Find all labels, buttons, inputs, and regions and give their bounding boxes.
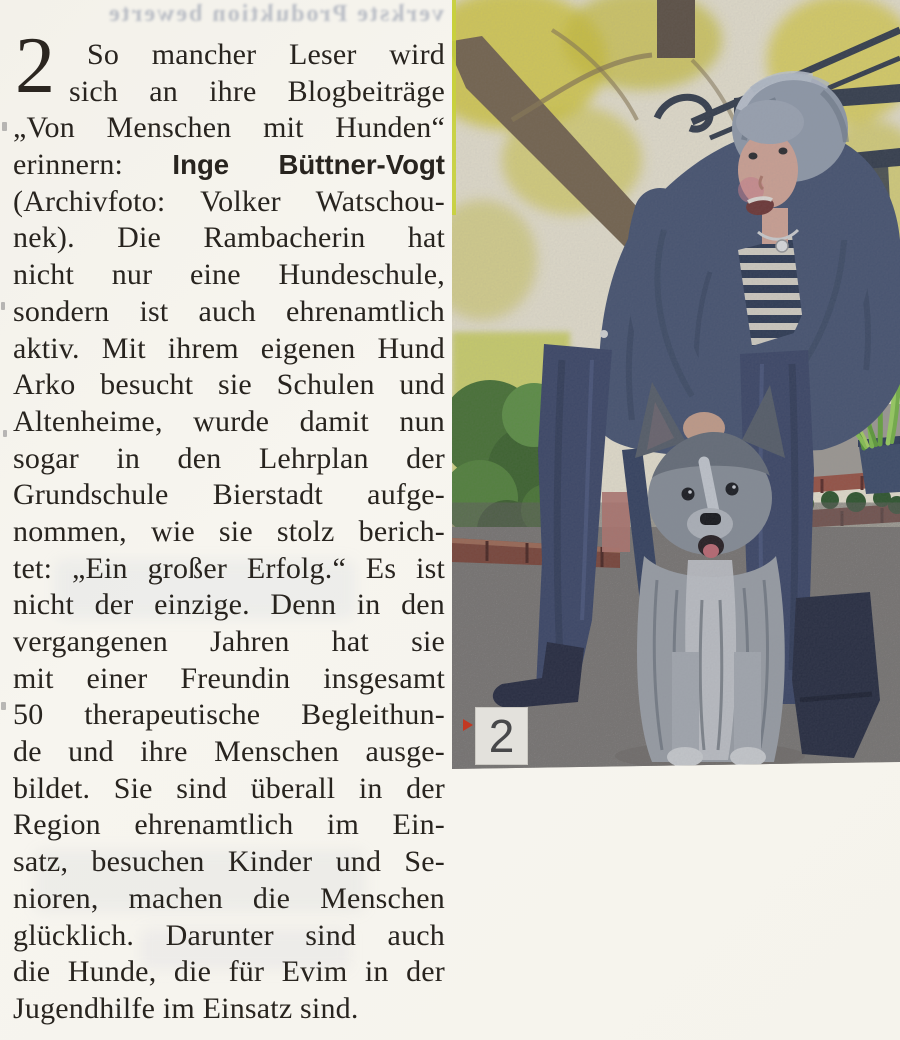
article-line: Jugendhilfe im Einsatz sind. <box>13 991 359 1025</box>
article-line: nicht nur eine Hundeschule, <box>13 258 445 292</box>
article-line: nicht der einzige. Denn in den <box>13 588 445 622</box>
article-text <box>13 37 445 1028</box>
article-line: bildet. Sie sind überall in der <box>13 771 445 805</box>
article-line: nek). Die Rambacherin hat <box>13 221 445 255</box>
photo-woman-with-dog <box>452 0 900 770</box>
article-line: So mancher Leser wird <box>87 38 445 71</box>
article-line: nioren, machen die Menschen <box>13 881 445 915</box>
figure-number-label: 2 <box>475 707 528 765</box>
photo-edge-line <box>452 0 456 215</box>
scan-speck <box>1 302 5 310</box>
article-line: erinnern: Inge Büttner-Vogt <box>13 148 445 182</box>
article-line: „Von Menschen mit Hunden“ <box>13 111 445 145</box>
bleedthrough-text: verkste Produktion bewerte <box>107 1 444 27</box>
article-line: glücklich. Darunter sind auch <box>13 918 445 952</box>
person-name-bold: Inge Büttner-Vogt <box>172 149 445 181</box>
article-line: sogar in den Lehrplan der <box>13 441 445 475</box>
scan-speck <box>3 430 7 437</box>
article-line: mit einer Freundin insgesamt <box>13 661 445 695</box>
photo-illustration <box>452 0 900 770</box>
article-line: Region ehrenamtlich im Ein- <box>13 808 445 842</box>
drop-cap: 2 <box>15 22 55 110</box>
article-line: (Archivfoto: Volker Watschou- <box>13 184 445 218</box>
article-line: Arko besucht sie Schulen und <box>13 368 445 402</box>
article-line: Grundschule Bierstadt aufge- <box>13 478 445 512</box>
article-line: sich an ihre Blogbeiträge <box>69 74 445 108</box>
article-line: tet: „Ein großer Erfolg.“ Es ist <box>13 551 445 585</box>
article-line: nommen, wie sie stolz berich- <box>13 514 445 548</box>
article-line: sondern ist auch ehrenamtlich <box>13 294 445 328</box>
article-line: 50 therapeutische Begleithun- <box>13 698 445 732</box>
article-line: die Hunde, die für Evim in der <box>13 955 445 989</box>
article-line: Altenheime, wurde damit nun <box>13 404 445 438</box>
scan-speck <box>1 702 6 710</box>
article-lines <box>13 37 445 1028</box>
photo-grain <box>452 0 900 770</box>
article-line: aktiv. Mit ihrem eigenen Hund <box>13 331 445 365</box>
article-line: satz, besuchen Kinder und Se- <box>13 845 445 879</box>
red-triangle-marker <box>463 719 473 731</box>
article-line: de und ihre Menschen ausge- <box>13 735 445 769</box>
article-line: vergangenen Jahren hat sie <box>13 625 445 658</box>
scan-speck <box>2 122 7 131</box>
